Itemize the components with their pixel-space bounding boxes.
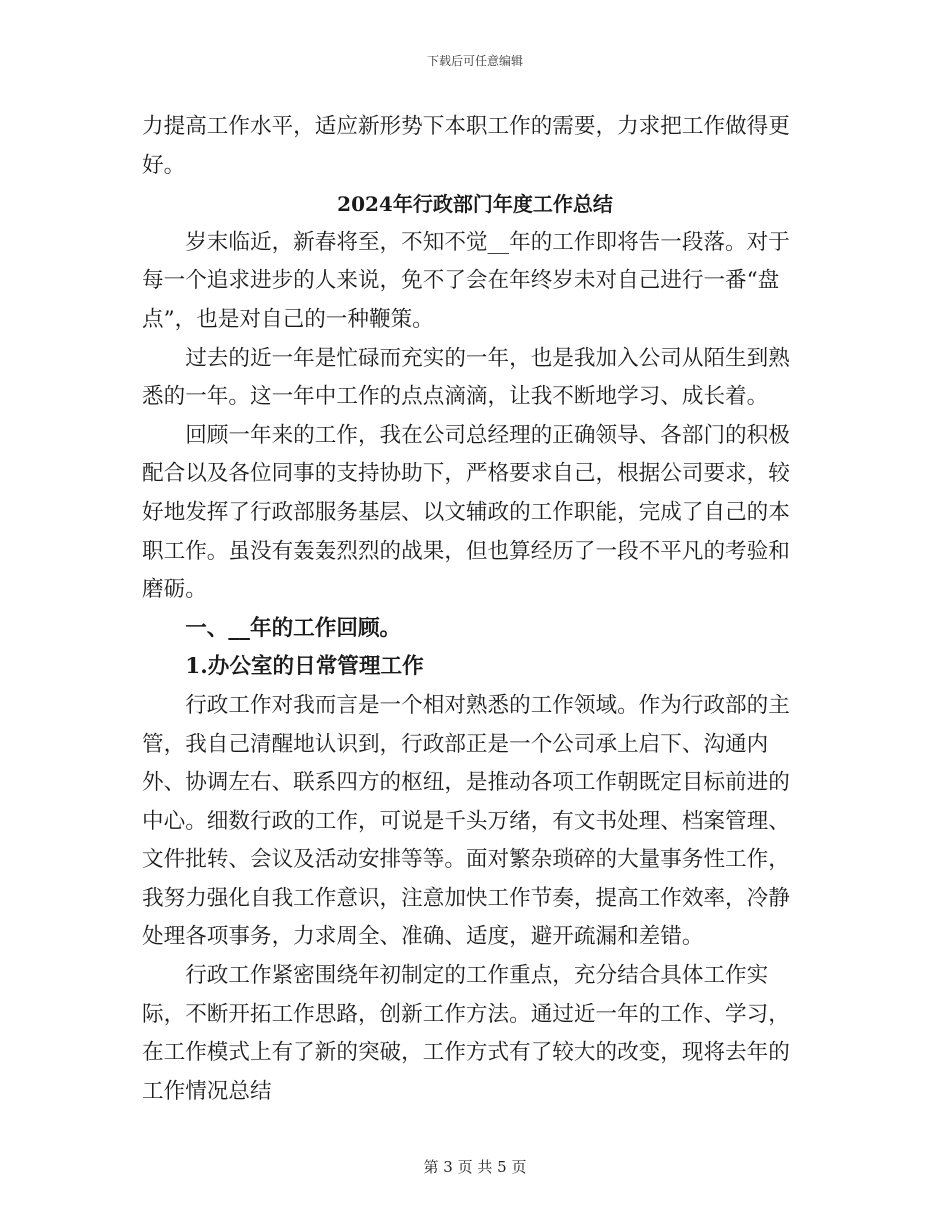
- paragraph: 岁末临近，新春将至，不知不觉__年的工作即将告一段落。对于每一个追求进步的人来说，免不了会在年终岁未对自己进行一番“盘点”，也是对自己的一种鞭策。: [142, 229, 790, 332]
- continuation-paragraph: 力提高工作水平，适应新形势下本职工作的需要，力求把工作做得更好。: [142, 114, 790, 178]
- paragraph: 回顾一年来的工作，我在公司总经理的正确领导、各部门的积极配合以及各位同事的支持协助下，严格要求自己，根据公司要求，较好地发挥了行政部服务基层、以文辅政的工作职能，完成了自己的本职工作。虽没有轰轰烈烈的战果，但也算经历了一段不平凡的考验和磨砺。: [142, 422, 790, 603]
- subsection-heading: 1.办公室的日常管理工作: [185, 654, 424, 680]
- page-footer: 第 3 页 共 5 页: [423, 1158, 527, 1176]
- document-title: 2024年行政部门年度工作总结: [337, 192, 613, 217]
- paragraph: 行政工作紧密围绕年初制定的工作重点，充分结合具体工作实际，不断开拓工作思路，创新工作方法。通过近一年的工作、学习，在工作模式上有了新的突破，工作方式有了较大的改变，现将去年的工作情况总结: [142, 963, 790, 1104]
- paragraph: 行政工作对我而言是一个相对熟悉的工作领域。作为行政部的主管，我自己清醒地认识到，行政部正是一个公司承上启下、沟通内外、协调左右、联系四方的枢纽，是推动各项工作朝既定目标前进的中心。细数行政的工作，可说是千头万绪，有文书处理、档案管理、文件批转、会议及活动安排等等。面对繁杂琐碎的大量事务性工作，我努力强化自我工作意识，注意加快工作节奏，提高工作效率，冷静处理各项事务，力求周全、准确、适度，避开疏漏和差错。: [142, 692, 790, 950]
- document-body: [142, 108, 808, 1111]
- section-heading: 一、__年的工作回顾。: [185, 615, 402, 641]
- page-header: 下载后可任意编辑: [426, 54, 523, 68]
- paragraph: 过去的近一年是忙碌而充实的一年，也是我加入公司从陌生到熟悉的一年。这一年中工作的点点滴滴，让我不断地学习、成长着。: [142, 345, 790, 410]
